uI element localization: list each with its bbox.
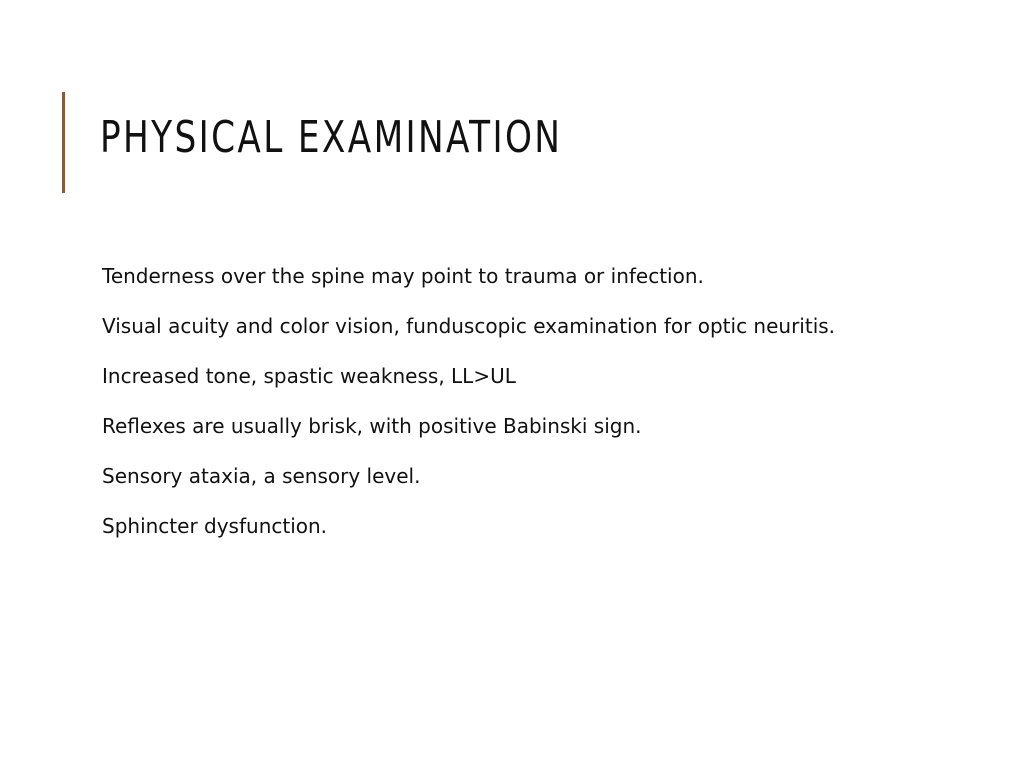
bullet-item: Tenderness over the spine may point to trauma or infection. <box>102 264 704 288</box>
bullet-item: Increased tone, spastic weakness, LL>UL <box>102 364 516 388</box>
bullet-item: Reflexes are usually brisk, with positive Babinski sign. <box>102 414 642 438</box>
bullet-item: Visual acuity and color vision, funduscopic examination for optic neuritis. <box>102 314 836 338</box>
title-accent-bar <box>62 92 65 193</box>
slide-title: PHYSICAL EXAMINATION <box>100 112 563 163</box>
bullet-item: Sphincter dysfunction. <box>102 514 328 538</box>
bullet-item: Sensory ataxia, a sensory level. <box>102 464 421 488</box>
slide-body <box>102 260 862 560</box>
